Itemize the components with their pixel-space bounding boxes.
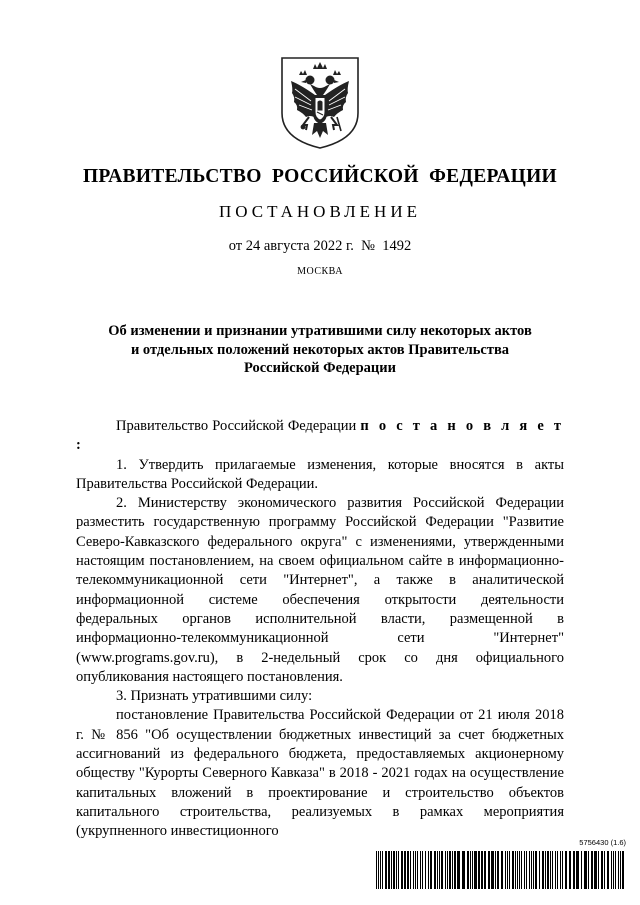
barcode-number: 5756430 (1.6) bbox=[579, 838, 626, 847]
document-type: ПОСТАНОВЛЕНИЕ bbox=[218, 202, 421, 221]
paragraph-3: 3. Признать утратившими силу: bbox=[116, 688, 313, 705]
document-city: МОСКВА bbox=[297, 266, 343, 277]
paragraph-2: 2. Министерству экономического развития Российской Федерации разместить государственную программу Российской Федерации "Развитие Северо-Кавказского федерального округа" с изменениями, утвержденными настоящим постановлением, на своем официальном сайте в информационно-телекоммуникационной сети "Интернет", а также в аналитической информационной системе обеспечения открытости деятельности федеральных органов исполнительной власти, размещенной в информационно-телекоммуникационной сети "Интернет" (www.programs.gov.ru), в 2-недельный срок со дня официального опубликования настоящего постановления. bbox=[76, 495, 564, 685]
document-body bbox=[76, 417, 564, 842]
paragraph-4: постановление Правительства Российской Федерации от 21 июля 2018 г. № 856 "Об осуществлении бюджетных инвестиций за счет бюджетных ассигнований из федерального бюджета, предоставляемых акционерному обществу "Курорты Северного Кавказа" в 2018 - 2021 годах на осуществление капитальных вложений в проектирование и строительство объектов капитального строительства, реализуемых в рамках мероприятия (укрупненного инвестиционного bbox=[76, 707, 564, 840]
subject-line-2: и отдельных положений некоторых актов Правительства bbox=[130, 341, 510, 358]
paragraph-1: 1. Утвердить прилагаемые изменения, которые вносятся в акты Правительства Российской Федерации. bbox=[76, 456, 564, 492]
subject-line-3: Российской Федерации bbox=[243, 360, 396, 376]
intro-text: Правительство Российской Федерации bbox=[116, 418, 361, 434]
russian-coat-of-arms-icon bbox=[279, 55, 361, 150]
resolves-keyword: п о с т а н о в л я е т : bbox=[76, 418, 564, 454]
subject-line-1: Об изменении и признании утратившими силу некоторых актов bbox=[108, 323, 532, 339]
barcode-icon bbox=[376, 851, 626, 889]
barcode-block bbox=[376, 838, 626, 894]
document-date-number: от 24 августа 2022 г. № 1492 bbox=[228, 238, 412, 254]
paragraph-intro bbox=[76, 417, 564, 456]
document-subject bbox=[60, 322, 580, 378]
government-title: ПРАВИТЕЛЬСТВО РОССИЙСКОЙ ФЕДЕРАЦИИ bbox=[82, 166, 558, 187]
